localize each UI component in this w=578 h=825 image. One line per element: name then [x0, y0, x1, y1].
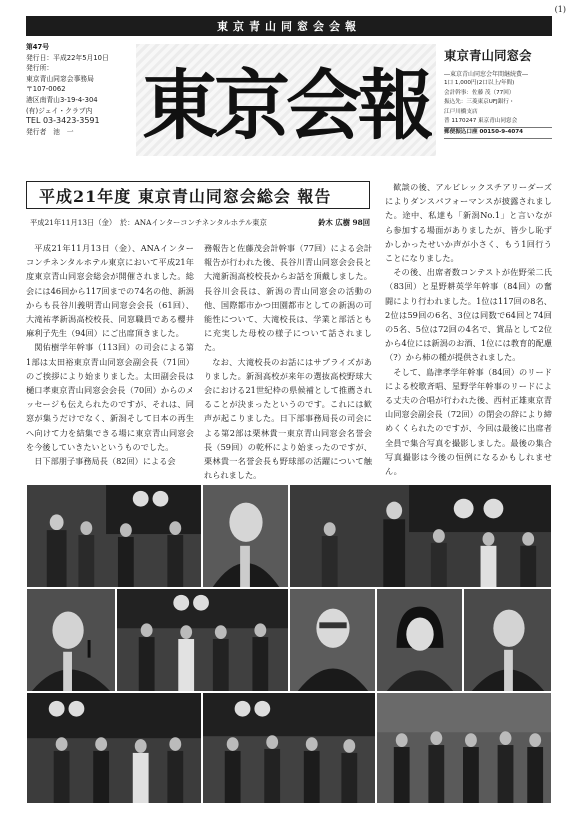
brush-logo — [140, 48, 432, 152]
issue-line: 港区南青山3-19-4-304 — [26, 95, 98, 104]
event-photo — [289, 588, 376, 692]
issue-line: 第47号 — [26, 43, 50, 51]
event-photo — [376, 588, 463, 692]
event-photo — [202, 692, 376, 804]
event-photo — [116, 588, 289, 692]
issue-line: 発行日：平成22年5月10日 — [26, 53, 109, 62]
issue-line: 東京青山同窓会事務局 — [26, 74, 94, 83]
article-column-2 — [204, 241, 372, 482]
event-photo — [463, 588, 552, 692]
masthead — [26, 42, 552, 164]
newsletter-banner: 東京青山同窓会会報 — [26, 16, 552, 36]
association-info — [444, 46, 552, 139]
event-photo — [376, 692, 552, 804]
association-title: 東京青山同窓会 — [444, 48, 532, 63]
paragraph: なお、大滝校長のお話にはサプライズがありました。新潟高校が来年の選抜高校野球大会における21世紀枠の県候補として推薦されることが決まったというのです。これには歓声が起こりました。日下部事務局長の司会による第2部は栗林貴一東京青山同窓会名誉会長（59回）の乾杯により始まったのですが、栗林貴一名誉会長も野球部の活躍について触れられました。 — [204, 356, 372, 481]
dues-line: 振込先：三菱東京UFJ銀行・ — [444, 99, 515, 106]
byline-info: 平成21年11月13日（金） 於：ANAインターコンチネンタルホテル東京 — [30, 218, 267, 227]
event-photo — [202, 484, 289, 588]
paragraph: 日下部朋子事務局長（82回）による会 — [34, 456, 176, 467]
photo-collage — [26, 484, 552, 804]
issue-line: 発行所： — [26, 64, 54, 73]
dues-line: 江戸川橋支店 — [444, 108, 478, 115]
logo-text: 東京会報 — [142, 61, 430, 150]
article-byline — [30, 218, 370, 228]
dues-subtitle: ―東京青山同窓会年間継続費― — [444, 71, 529, 78]
paragraph: 務報告と佐藤茂会計幹事（77回）による会計報告が行われた後、長谷川青山同窓会会長と大滝新潟高校校長からお話を頂戴しました。長谷川会長は、新潟の青山同窓会の活動の他、国際都市かつ田園都市としての新潟の可能性について、大滝校長は、学業と部活ともに充実した母校の様子について話されました。 — [204, 243, 372, 353]
byline-author: 鈴木 広樹 98回 — [318, 218, 370, 227]
paragraph: その後、出席者数コンテストが佐野栄二氏（83回）と星野耕英学年幹事（84回）の奮闘により行われました。1位は117回の8名、2位は59回の6名、3位は同数で64回と74回の5名、5位は72回の4名で、賞品として2位から4位には新潟のお酒、1位には教育的配慮（?）から柿の種が提供されました。 — [385, 267, 552, 363]
paragraph: 関佑樹学年幹事（113回）の司会による第1部は太田裕東京青山同窓会副会長（71回）のご挨拶により始まりました。太田副会長は樋口孝東京青山同窓会会長（70回）からのメッセージも伝えられたのですが、それは、同窓が集うだけでなく、新潟そして日本の再生へ向けて力を結集できる場に東京青山同窓会を今後していきたいというものでした。 — [26, 342, 194, 452]
event-photo — [26, 692, 202, 804]
issue-line: 〒107-0062 — [26, 85, 66, 94]
paragraph: 歓談の後、アルビレックスチアリーダーズによりダンスパフォーマンスが披露されました。途中、私達も「新潟No.1」と言いながら参加する場面がありましたが、皆少し恥ずかしかったせいか声が小さく、もう1回行うことになりました。 — [385, 182, 552, 264]
masthead-logo — [136, 44, 436, 156]
dues-line: 1口 1,000円(2口以上/年間) — [444, 80, 515, 86]
issue-line: (有)ジェイ・クラブ内 — [26, 106, 93, 115]
paragraph: そして、島津孝学年幹事（84回）のリードによる校歌斉唱、星野学年幹事のリードによる丈夫の合唱が行われた後、西村正雄東京青山同窓会副会長（72回）の閉会の辞により締めくくられたのですが、今回は最後に出席者全員で集合写真を撮影しました。最後の集合写真撮影は今後の恒例になるかもしれません。 — [385, 366, 552, 477]
issue-info — [26, 42, 136, 137]
event-photo — [26, 484, 202, 588]
dues-line: 郵便振込口座 00150-9-4074 — [444, 128, 552, 139]
article-headline: 平成21年度 東京青山同窓会総会 報告 — [26, 181, 370, 209]
paragraph: 平成21年11月13日（金）、ANAインターコンチネンタルホテル東京において平成21年度東京青山同窓会総会が開催されました。総会には46回から117回までの74名の他、新潟からも長谷川義明青山同窓会会長（61回）、大滝祐孝新潟高校校長、同窓職員である櫻井麻利子先生（94回）にご出席頂きました。 — [26, 243, 194, 339]
page-number: (1) — [554, 5, 566, 14]
issue-line: TEL 03-3423-3591 — [26, 116, 100, 126]
article-column-1 — [26, 241, 194, 468]
article-column-3 — [385, 180, 552, 478]
event-photo — [289, 484, 552, 588]
dues-line: 普 1170247 東京青山同窓会 — [444, 117, 552, 128]
dues-line: 会計幹事：佐藤 茂（77回） — [444, 89, 515, 96]
issue-line: 発行者 池 一 — [26, 127, 74, 136]
event-photo — [26, 588, 116, 692]
